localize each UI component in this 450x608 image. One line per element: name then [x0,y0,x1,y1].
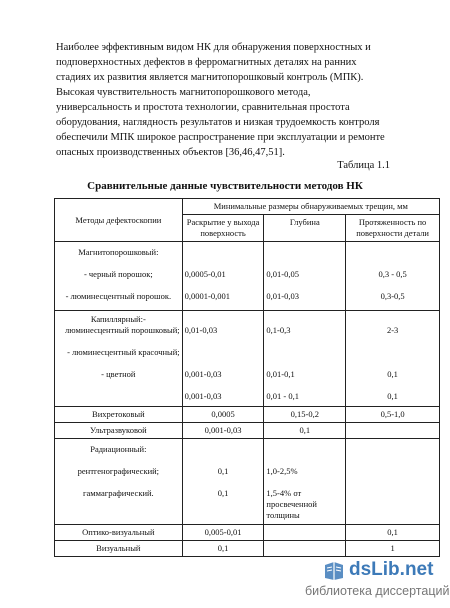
header-opening: Раскрытие у выхода поверхность [182,215,264,242]
magnetic-length [346,242,440,311]
capillary-open-3: 0,001-0,03 [184,391,222,401]
capillary-color: - цветной [101,369,136,379]
capillary-len-2: 0,1 [387,369,398,379]
radiation-gamma-depth: 1,5-4% от просвеченной толщины [266,488,317,520]
radiation-xray: рентгенографический; [77,466,160,476]
book-logo-icon [323,561,345,581]
magnetic-depth [264,242,346,311]
radiation-depth [264,439,346,525]
capillary-length [346,311,440,407]
eddy-length: 0,5-1,0 [346,407,440,423]
magnetic-black: - черный порошок; [83,269,153,279]
optic-length: 0,1 [346,525,440,541]
magnetic-black-open: 0,0005-0,01 [184,269,226,279]
header-min-sizes: Минимальные размеры обнаруживаемых трещин, мм [182,199,439,215]
method-capillary [55,311,183,407]
capillary-depth-1: 0,1-0,3 [266,325,291,335]
method-radiation [55,439,183,525]
magnetic-lum: - люминесцентный порошок. [65,291,172,301]
magnetic-opening [182,242,264,311]
watermark [305,559,450,604]
magnetic-title: Магнитопорошковый: [78,247,159,257]
radiation-opening [182,439,264,525]
visual-depth [264,541,346,557]
visual-open: 0,1 [182,541,264,557]
table-row-magnetic [55,242,440,311]
sensitivity-table [54,198,440,557]
method-ultra: Ультразвуковой [55,423,183,439]
capillary-title: Капиллярный:- [90,314,146,324]
table-row-optic [55,525,440,541]
magnetic-black-depth: 0,01-0,05 [266,269,300,279]
table-header-row [55,199,440,215]
capillary-lum-red: - люминесцентный красочный; [67,347,180,357]
method-visual: Визуальный [55,541,183,557]
radiation-xray-depth: 1,0-2,5% [266,466,298,476]
table-row-visual [55,541,440,557]
capillary-len-1: 2-3 [386,325,399,335]
radiation-title: Радиационный: [90,444,147,454]
capillary-depth-2: 0,01-0,1 [266,369,295,379]
visual-length: 1 [346,541,440,557]
method-optic: Оптико-визуальный [55,525,183,541]
capillary-lum-powder: люминесцентный порошковый; [65,325,180,335]
radiation-length [346,439,440,525]
capillary-open-2: 0,001-0,03 [184,369,222,379]
watermark-logo: dsLib.net [349,559,434,580]
body-paragraph: Наиболее эффективным видом НК для обнаружения поверхностных и подповерхностных дефектов в ферромагнитных деталях на ранних стадиях их развития является магнитопорошковый контроль (МПК). Высокая чувствительность магнитопорошкового метода, универсальность и простота технологии, сравнительная простота оборудования, наглядность результатов и низкая трудоемкость контроля обеспечили МПК широкое распространение при эксплуатации и ремонте опасных производственных объектов [36,46,47,51]. [56,42,385,158]
eddy-depth: 0,15-0,2 [264,407,346,423]
capillary-opening [182,311,264,407]
capillary-open-1: 0,01-0,03 [184,325,218,335]
header-methods: Методы дефектоскопии [55,199,183,242]
watermark-subtitle: библиотека диссертаций [305,584,450,598]
magnetic-lum-open: 0,0001-0,001 [184,291,231,301]
table-label: Таблица 1.1 [337,160,390,171]
capillary-len-3: 0,1 [387,391,398,401]
eddy-open: 0,0005 [182,407,264,423]
optic-open: 0,005-0,01 [182,525,264,541]
table-title: Сравнительные данные чувствительности методов НК [87,180,363,192]
optic-depth [264,525,346,541]
radiation-gamma-open: 0,1 [217,488,229,498]
ultra-open: 0,001-0,03 [182,423,264,439]
method-magnetic [55,242,183,311]
capillary-depth-3: 0,01 - 0,1 [266,391,300,401]
ultra-length [346,423,440,439]
table-row-eddy [55,407,440,423]
capillary-depth [264,311,346,407]
radiation-xray-open: 0,1 [217,466,229,476]
table-row-radiation [55,439,440,525]
table-row-capillary [55,311,440,407]
magnetic-black-len: 0,3 - 0,5 [378,269,407,279]
header-length: Протяженность по поверхности детали [346,215,440,242]
radiation-gamma: гаммаграфический. [82,488,154,498]
table-row-ultra [55,423,440,439]
ultra-depth: 0,1 [264,423,346,439]
magnetic-lum-len: 0,3-0,5 [380,291,405,301]
magnetic-lum-depth: 0,01-0,03 [266,291,300,301]
method-eddy: Вихретоковый [55,407,183,423]
header-depth: Глубина [264,215,346,242]
